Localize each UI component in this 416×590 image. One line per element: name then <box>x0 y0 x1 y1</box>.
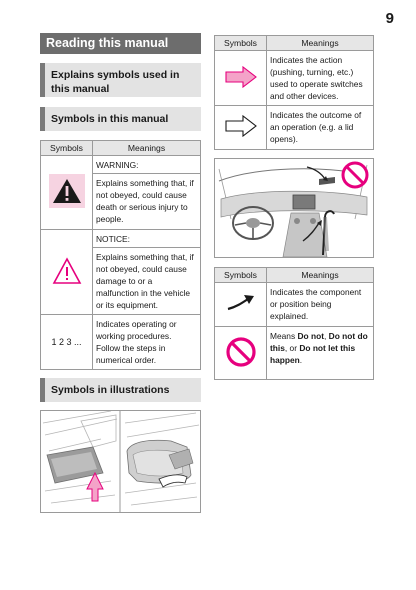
table-row <box>215 327 374 380</box>
section-title: Reading this manual <box>40 33 201 54</box>
col-symbols: Symbols <box>215 268 267 283</box>
dashboard-illustration-graphic <box>215 159 373 257</box>
component-symbol-cell <box>215 283 267 327</box>
separator-2: , or <box>284 343 300 353</box>
pink-action-arrow-icon <box>223 64 259 90</box>
lid-illustration-graphic <box>41 411 200 512</box>
table-row <box>41 230 201 315</box>
col-symbols: Symbols <box>41 141 93 156</box>
outcome-symbol-cell <box>215 106 267 150</box>
warning-text: Explains something that, if not obeyed, could cause death or serious injury to people. <box>96 178 194 224</box>
component-pointer-arrow-icon <box>224 291 258 315</box>
action-symbols-table <box>214 35 374 150</box>
component-text: Indicates the component or position being explained. <box>267 283 374 327</box>
col-meanings: Meanings <box>93 141 201 156</box>
prohibition-icon <box>224 335 258 369</box>
outcome-text: Indicates the outcome of an operation (e.g. a lid opens). <box>267 106 374 150</box>
page-number: 9 <box>385 10 394 27</box>
steps-symbol: 1 2 3 ... <box>41 315 93 370</box>
prohibition-text <box>267 327 374 380</box>
notice-label: NOTICE: <box>93 230 200 248</box>
table-row <box>215 106 374 150</box>
do-not-let-this-happen: Do not let this happen <box>270 343 356 365</box>
illustration-lid <box>40 410 201 513</box>
separator-1: , <box>323 331 329 341</box>
heading-symbols-in-manual: Symbols in this manual <box>40 107 201 131</box>
table-header-row <box>41 141 201 156</box>
outline-outcome-arrow-icon <box>223 113 259 139</box>
illustration-dashboard <box>214 158 374 258</box>
warning-symbol-cell <box>41 156 93 230</box>
action-symbol-cell <box>215 51 267 106</box>
notice-text: Explains something that, if not obeyed, could cause damage to or a malfunction in the vehicle or its equipment. <box>96 252 194 310</box>
left-column <box>40 33 201 513</box>
table-row <box>41 315 201 370</box>
do-not: Do not <box>297 331 324 341</box>
warning-meaning <box>93 156 201 230</box>
col-meanings: Meanings <box>267 36 374 51</box>
component-symbols-table <box>214 267 374 380</box>
symbols-table <box>40 140 201 370</box>
do-not-do-this: Do not do this <box>270 331 368 353</box>
action-text: Indicates the action (pushing, turning, etc.) used to operate switches and other devices. <box>267 51 374 106</box>
warning-label: WARNING: <box>93 156 200 174</box>
notice-triangle-icon <box>50 255 84 287</box>
warning-triangle-icon <box>49 174 85 208</box>
table-header-row <box>215 268 374 283</box>
table-row <box>215 283 374 327</box>
heading-symbols-in-illustrations: Symbols in illustrations <box>40 378 201 402</box>
table-row <box>41 156 201 230</box>
right-column <box>214 35 374 380</box>
notice-symbol-cell <box>41 230 93 315</box>
col-symbols: Symbols <box>215 36 267 51</box>
col-meanings: Meanings <box>267 268 374 283</box>
heading-explains-symbols: Explains symbols used in this manual <box>40 63 201 97</box>
table-row <box>215 51 374 106</box>
steps-text: Indicates operating or working procedures. Follow the steps in numerical order. <box>93 315 201 370</box>
prohibition-symbol-cell <box>215 327 267 380</box>
notice-meaning <box>93 230 201 315</box>
table-header-row <box>215 36 374 51</box>
end-period: . <box>299 355 303 365</box>
means-prefix: Means <box>270 331 298 341</box>
